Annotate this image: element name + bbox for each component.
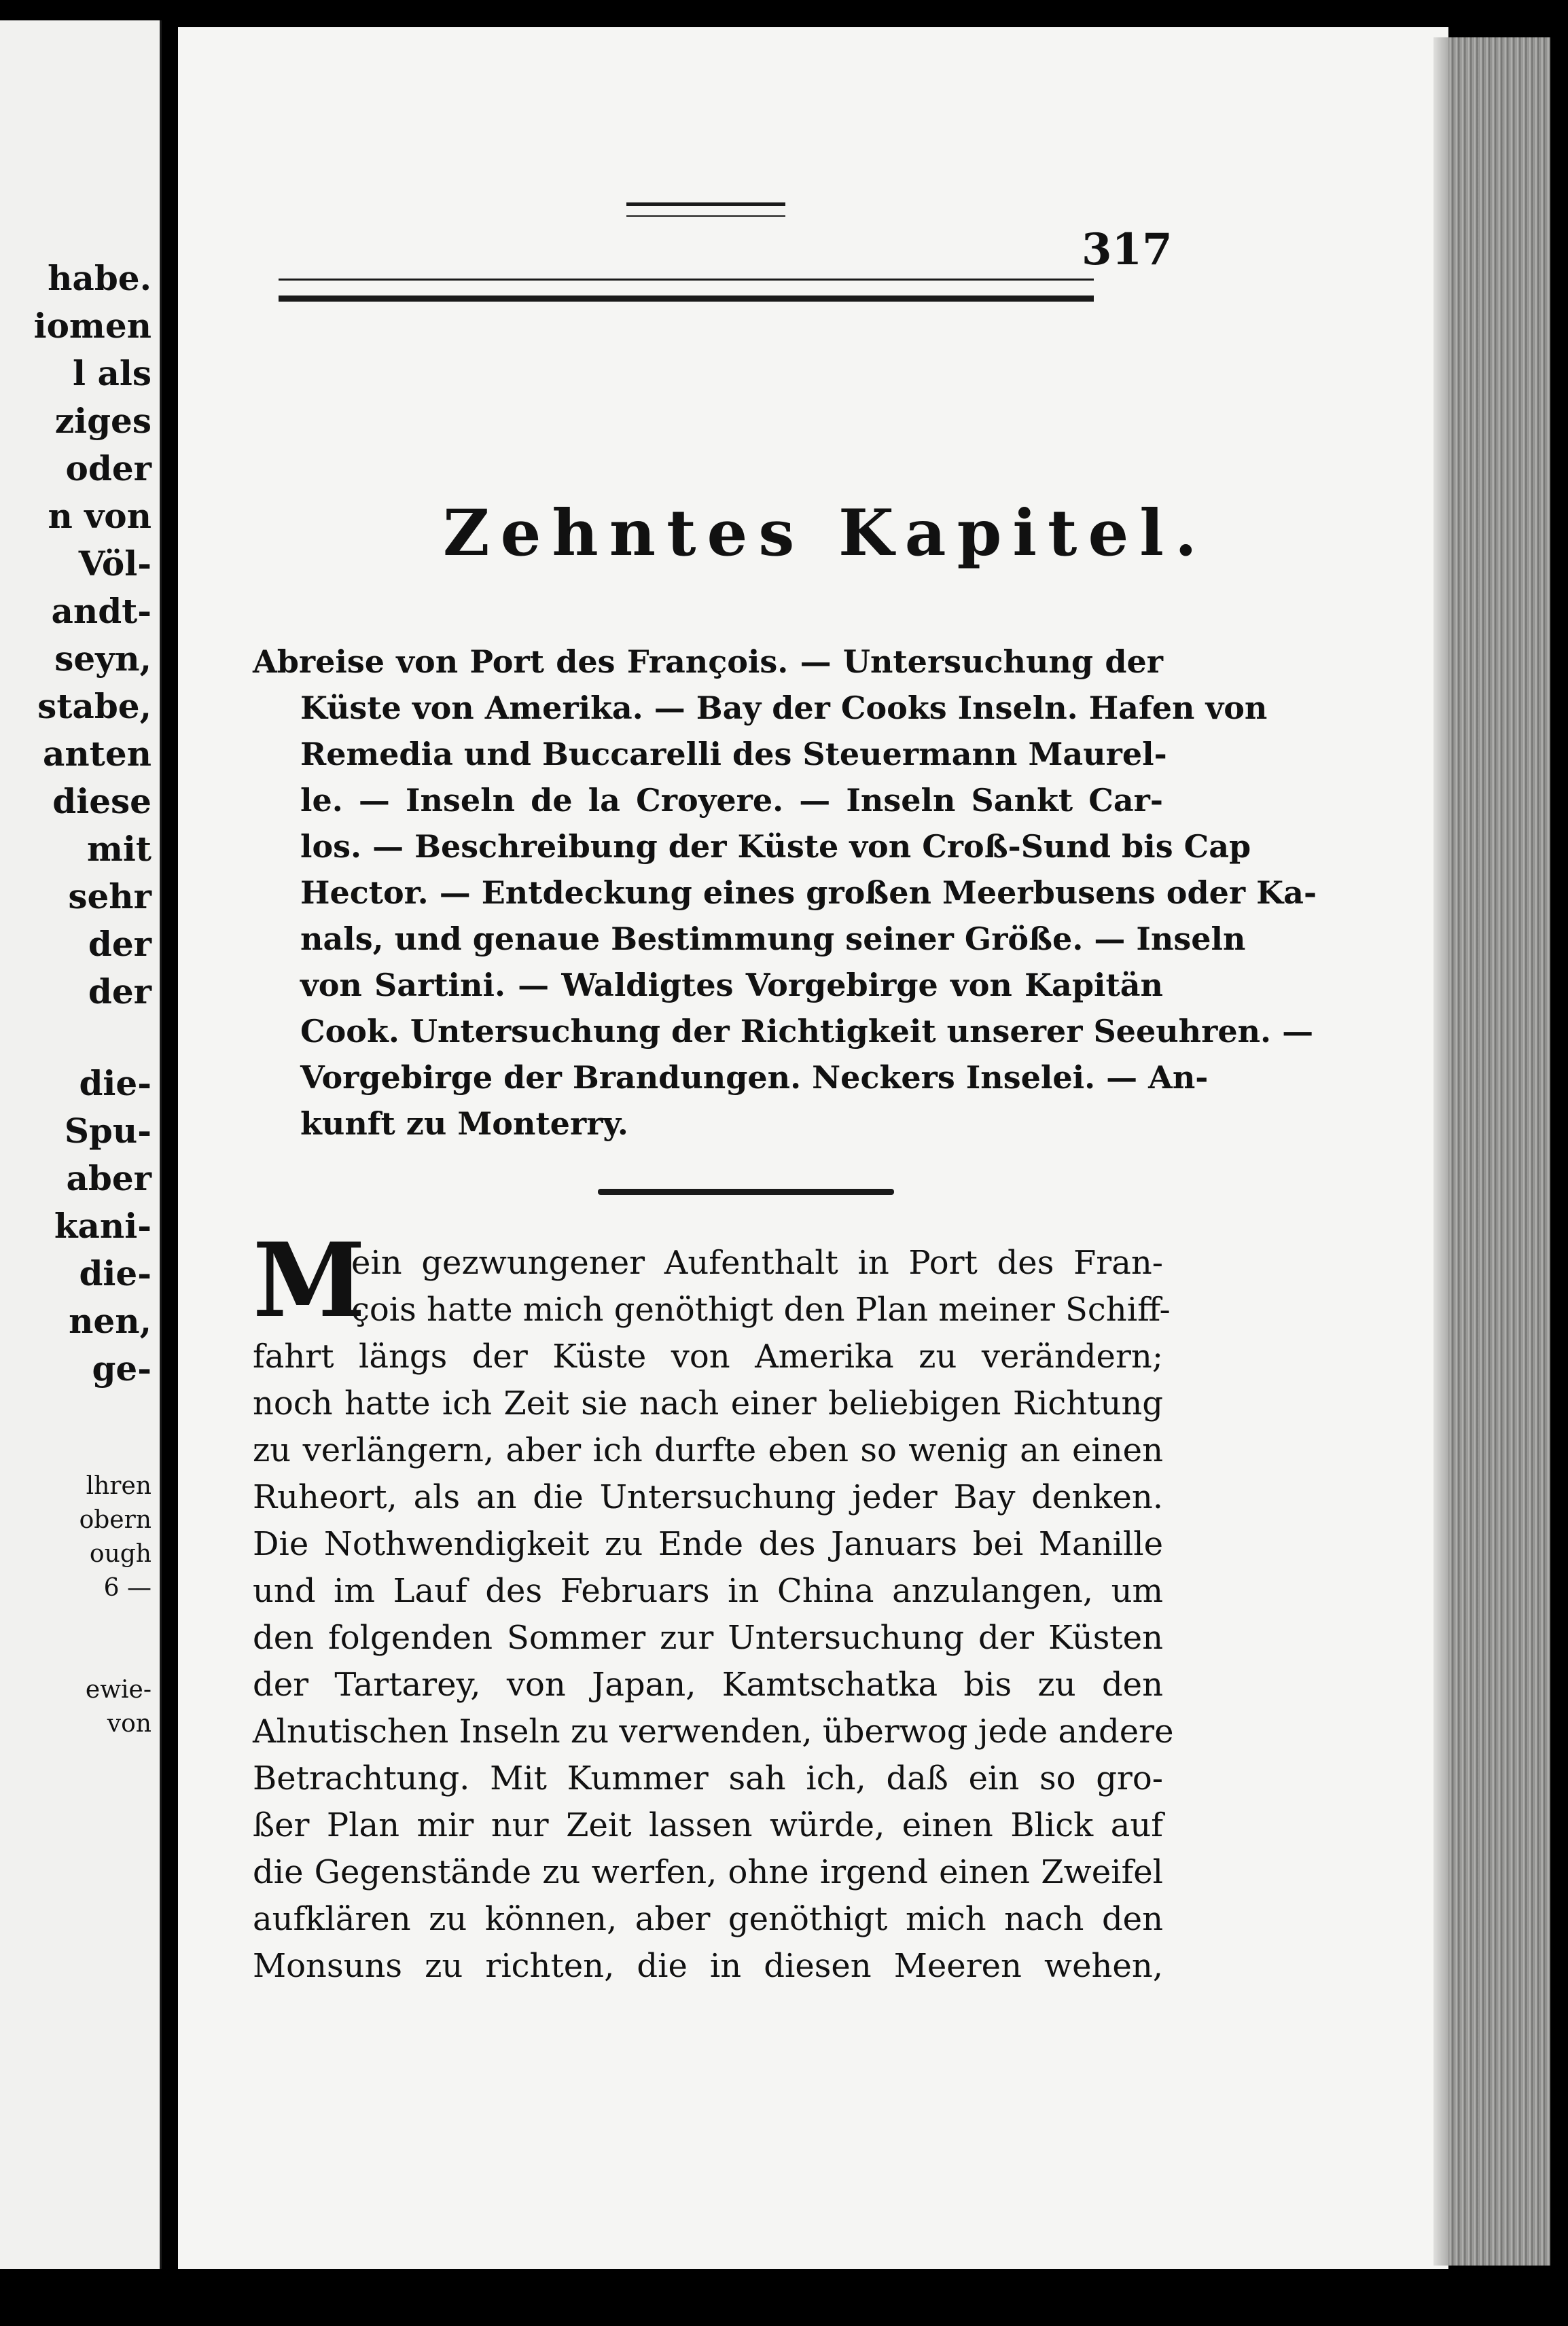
left-page-footnote-fragment: lhren bbox=[86, 1472, 152, 1500]
body-line: ein gezwungener Aufenthalt in Port des Fran- bbox=[351, 1244, 1163, 1282]
body-line: ßer Plan mir nur Zeit lassen würde, einen Blick auf bbox=[253, 1806, 1163, 1844]
left-page-fragment: diese bbox=[52, 781, 152, 821]
section-divider bbox=[598, 1189, 894, 1195]
left-facing-page bbox=[0, 20, 162, 2269]
body-line: die Gegenstände zu werfen, ohne irgend einen Zweifel bbox=[253, 1853, 1163, 1891]
summary-line: Vorgebirge der Brandungen. Neckers Inselei. — An- bbox=[300, 1059, 1209, 1096]
summary-line: Küste von Amerika. — Bay der Cooks Inseln. Hafen von bbox=[300, 690, 1268, 726]
left-page-fragment: aber bbox=[66, 1158, 152, 1198]
chapter-title: Zehntes Kapitel. bbox=[443, 496, 1208, 571]
left-page-footnote-fragment: 6 — bbox=[103, 1574, 152, 1602]
left-page-footnote-fragment: von bbox=[107, 1710, 152, 1738]
left-page-fragment: seyn, bbox=[54, 639, 152, 679]
left-page-fragment: andt- bbox=[51, 591, 152, 631]
body-line: aufklären zu können, aber genöthigt mich nach den bbox=[253, 1900, 1163, 1938]
body-line: den folgenden Sommer zur Untersuchung der Küsten bbox=[253, 1619, 1163, 1657]
body-line: fahrt längs der Küste von Amerika zu verändern; bbox=[253, 1338, 1163, 1376]
left-page-fragment: oder bbox=[65, 448, 152, 488]
body-line: zu verlängern, aber ich durfte eben so wenig an einen bbox=[253, 1431, 1163, 1469]
left-page-fragment: sehr bbox=[68, 876, 152, 916]
body-line: und im Lauf des Februars in China anzulangen, um bbox=[253, 1572, 1163, 1610]
left-page-fragment: anten bbox=[42, 734, 152, 774]
body-text bbox=[253, 1240, 1174, 1990]
summary-line: Hector. — Entdeckung eines großen Meerbusens oder Ka- bbox=[300, 874, 1317, 911]
left-page-fragment: ge- bbox=[92, 1348, 152, 1389]
main-page bbox=[178, 27, 1448, 2269]
left-page-fragment: der bbox=[88, 971, 152, 1012]
left-page-fragment: nen, bbox=[69, 1301, 152, 1341]
left-page-fragment: die- bbox=[79, 1253, 152, 1293]
summary-line: le. — Inseln de la Croyere. — Inseln Sankt Car- bbox=[300, 782, 1163, 819]
left-page-fragment: mit bbox=[87, 829, 152, 869]
left-page-fragment: iomen bbox=[33, 306, 152, 346]
left-page-fragment: der bbox=[88, 924, 152, 964]
body-line: noch hatte ich Zeit sie nach einer beliebigen Richtung bbox=[253, 1384, 1163, 1423]
drop-cap: M bbox=[253, 1221, 366, 1340]
summary-line: Abreise von Port des François. — Untersuchung der bbox=[253, 643, 1163, 680]
summary-line: Cook. Untersuchung der Richtigkeit unserer Seeuhren. — bbox=[300, 1013, 1314, 1050]
left-page-footnote-fragment: obern bbox=[79, 1506, 152, 1534]
left-page-fragment: Spu- bbox=[64, 1111, 152, 1151]
body-line: Monsuns zu richten, die in diesen Meeren wehen, bbox=[253, 1947, 1163, 1985]
header-rule bbox=[279, 279, 1094, 302]
summary-line: Remedia und Buccarelli des Steuermann Maurel- bbox=[300, 736, 1167, 772]
summary-line: nals, und genaue Bestimmung seiner Größe. — Inseln bbox=[300, 920, 1246, 957]
left-page-footnote-fragment: ewie- bbox=[85, 1676, 152, 1704]
left-page-fragment: stabe, bbox=[37, 686, 152, 726]
body-line: Betrachtung. Mit Kummer sah ich, daß ein so gro- bbox=[253, 1759, 1163, 1797]
left-page-fragment: die- bbox=[79, 1063, 152, 1103]
body-line: çois hatte mich genöthigt den Plan meiner Schiff- bbox=[351, 1291, 1171, 1329]
left-page-fragment: n von bbox=[48, 496, 152, 536]
body-line: Die Nothwendigkeit zu Ende des Januars bei Manille bbox=[253, 1525, 1163, 1563]
body-line: Alnutischen Inseln zu verwenden, überwog jede andere bbox=[253, 1713, 1174, 1751]
left-page-fragment: Völ- bbox=[78, 543, 152, 584]
body-line: der Tartarey, von Japan, Kamtschatka bis zu den bbox=[253, 1666, 1163, 1704]
left-page-fragment: kani- bbox=[54, 1206, 152, 1246]
summary-line: von Sartini. — Waldigtes Vorgebirge von Kapitän bbox=[300, 967, 1163, 1003]
body-line: Ruheort, als an die Untersuchung jeder Bay denken. bbox=[253, 1478, 1163, 1516]
header-ornament bbox=[626, 202, 785, 217]
left-page-fragment: habe. bbox=[48, 258, 152, 298]
left-page-fragment: l als bbox=[73, 353, 152, 393]
left-page-fragment: ziges bbox=[54, 401, 152, 441]
summary-line: los. — Beschreibung der Küste von Croß-Sund bis Cap bbox=[300, 828, 1251, 865]
summary-line: kunft zu Monterry. bbox=[300, 1105, 628, 1142]
page-edges bbox=[1448, 37, 1550, 2266]
chapter-summary bbox=[253, 639, 1317, 1147]
left-page-footnote-fragment: ough bbox=[89, 1540, 152, 1568]
page-number: 317 bbox=[1082, 224, 1173, 275]
